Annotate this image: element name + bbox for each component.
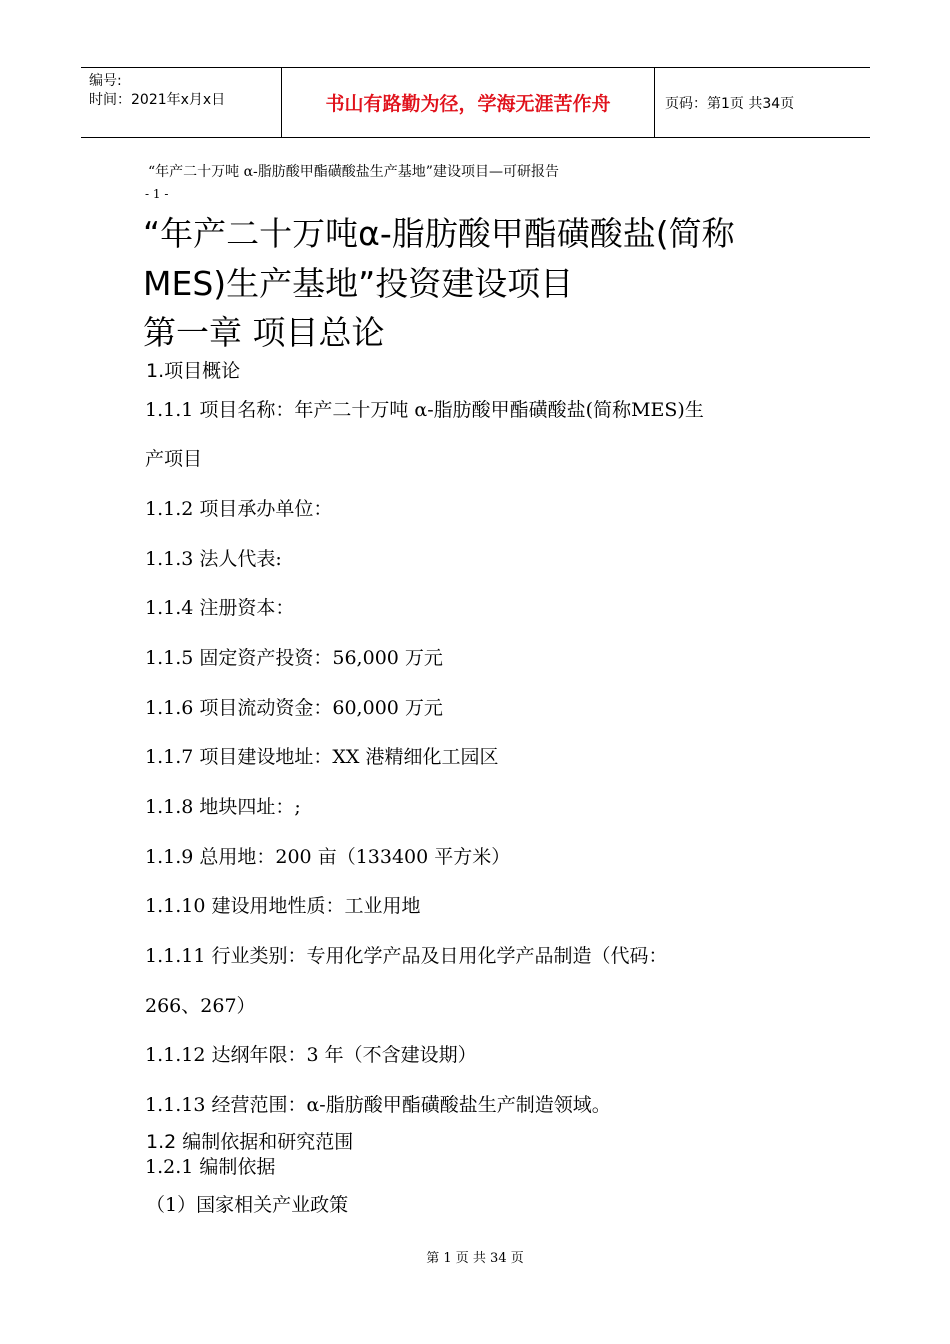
list-item-1-1-7: 1.1.7 项目建设地址：XX 港精细化工园区 [145, 746, 499, 768]
list-item-1-1-11: 1.1.11 行业类别：专用化学产品及日用化学产品制造（代码： [145, 945, 668, 967]
header-info-cell [81, 68, 282, 137]
header-motto: 书山有路勤为径，学海无涯苦作舟 [282, 68, 655, 137]
header-table [81, 67, 870, 138]
document-title-line-1: “年产二十万吨α-脂肪酸甲酯磺酸盐(简称 [143, 214, 735, 253]
policy-item: （1）国家相关产业政策 [146, 1194, 349, 1216]
list-item-1-1-1: 1.1.1 项目名称：年产二十万吨 α-脂肪酸甲酯磺酸盐(简称MES)生 [145, 399, 704, 421]
list-item-1-1-13: 1.1.13 经营范围：α-脂肪酸甲酯磺酸盐生产制造领域。 [145, 1094, 611, 1116]
section-heading-1-2-1: 1.2.1 编制依据 [145, 1156, 276, 1178]
list-item-1-1-8: 1.1.8 地块四址：; [145, 796, 301, 818]
chapter-heading: 第一章 项目总论 [143, 313, 385, 352]
list-item-1-1-3: 1.1.3 法人代表: [145, 548, 282, 570]
list-item-1-1-11-cont: 266、267） [145, 995, 256, 1017]
page-marker: - 1 - [145, 187, 169, 201]
list-item-1-1-12: 1.1.12 达纲年限：3 年（不含建设期） [145, 1044, 477, 1066]
list-item-1-1-5: 1.1.5 固定资产投资：56,000 万元 [145, 647, 443, 669]
document-number-label: 编号: [89, 73, 122, 89]
list-item-1-1-9: 1.1.9 总用地：200 亩（133400 平方米） [145, 846, 511, 868]
list-item-1-1-6: 1.1.6 项目流动资金：60,000 万元 [145, 697, 443, 719]
section-heading-1: 1.项目概论 [146, 360, 241, 382]
running-title: “年产二十万吨 α-脂肪酸甲酯磺酸盐生产基地”建设项目—可研报告 [148, 164, 559, 180]
list-item-1-1-2: 1.1.2 项目承办单位： [145, 498, 333, 520]
list-item-1-1-1-cont: 产项目 [145, 448, 203, 470]
list-item-1-1-10: 1.1.10 建设用地性质：工业用地 [145, 895, 421, 917]
page-footer: 第 1 页 共 34 页 [426, 1251, 524, 1266]
document-date-label: 时间：2021年x月x日 [89, 92, 226, 108]
list-item-1-1-4: 1.1.4 注册资本： [145, 597, 295, 619]
section-heading-1-2: 1.2 编制依据和研究范围 [146, 1131, 354, 1153]
header-page-label: 页码：第1页 共34页 [665, 95, 795, 112]
document-title-line-2: MES)生产基地”投资建设项目 [143, 264, 574, 303]
